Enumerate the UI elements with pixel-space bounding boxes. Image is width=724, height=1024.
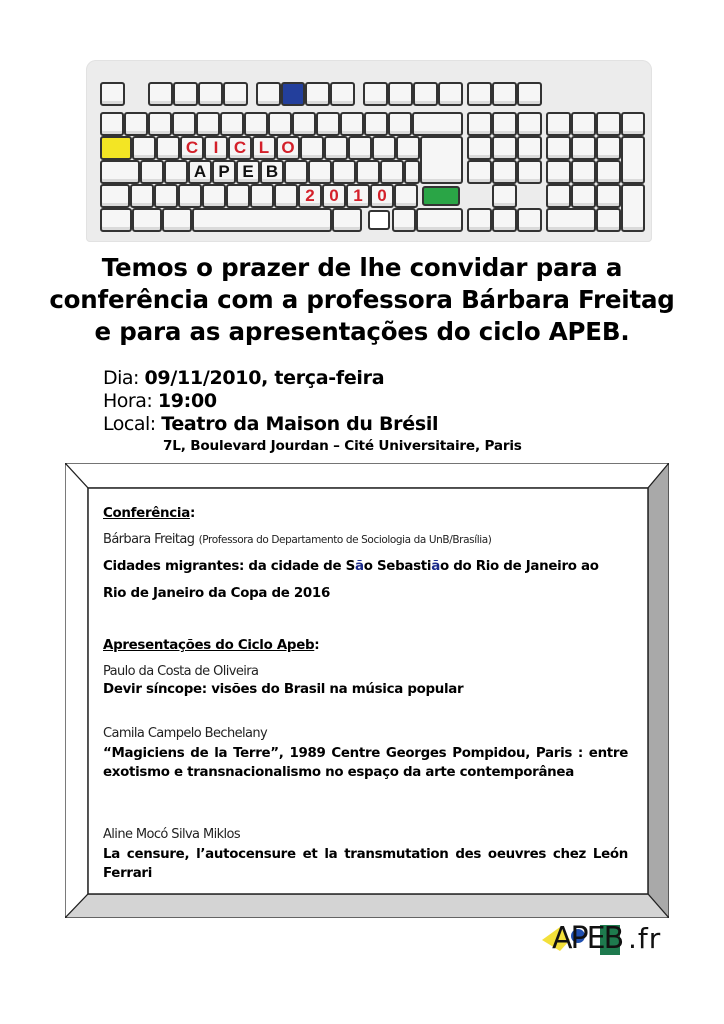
event-place — [103, 413, 438, 436]
key — [100, 112, 124, 136]
key — [223, 82, 248, 106]
apeb-key-p: P — [212, 160, 236, 184]
key — [596, 136, 621, 160]
key — [332, 208, 362, 232]
ciclo-key-i: I — [204, 136, 228, 160]
key — [467, 82, 492, 106]
key — [388, 112, 412, 136]
year-key-0: 0 — [322, 184, 346, 208]
key — [492, 112, 517, 136]
key — [124, 112, 148, 136]
year-key-2: 2 — [298, 184, 322, 208]
key — [621, 136, 645, 184]
key — [546, 184, 571, 208]
key — [372, 136, 396, 160]
key — [571, 112, 596, 136]
presentation-item — [103, 664, 628, 697]
key — [256, 82, 281, 106]
conference-talk-title-line2: Rio de Janeiro da Copa de 2016 — [103, 586, 330, 601]
conference-speaker: Bárbara Freitag — [103, 532, 195, 547]
event-details — [103, 367, 438, 436]
key — [416, 208, 463, 232]
key — [100, 208, 132, 232]
key — [517, 160, 542, 184]
presentations-heading: Apresentações do Ciclo Apeb: — [103, 638, 320, 653]
ciclo-key-c1: C — [180, 136, 204, 160]
key — [308, 160, 332, 184]
presentation-item — [103, 726, 628, 782]
key — [517, 112, 542, 136]
key — [305, 82, 330, 106]
presentation-title: La censure, l’autocensure et la transmutation des oeuvres chez León Ferrari — [103, 847, 628, 881]
key — [340, 112, 364, 136]
key — [621, 184, 645, 232]
key — [364, 112, 388, 136]
key — [132, 208, 162, 232]
key — [546, 136, 571, 160]
invitation-headline — [0, 252, 724, 348]
key — [300, 136, 324, 160]
conference-speaker-line — [103, 532, 491, 547]
keyboard-illustration — [86, 60, 652, 242]
apeb-key-e: E — [236, 160, 260, 184]
key — [571, 136, 596, 160]
key — [226, 184, 250, 208]
key — [392, 208, 416, 232]
key — [140, 160, 164, 184]
key — [202, 184, 226, 208]
key — [154, 184, 178, 208]
ciclo-key-o: O — [276, 136, 300, 160]
key — [571, 160, 596, 184]
key — [156, 136, 180, 160]
key — [173, 82, 198, 106]
enter-key — [420, 136, 463, 184]
key — [467, 208, 492, 232]
time-label: Hora: — [103, 390, 158, 412]
key — [413, 82, 438, 106]
key — [467, 160, 492, 184]
headline-line-3: e para as apresentações do ciclo APEB. — [94, 317, 630, 346]
presentation-speaker: Paulo da Costa de Oliveira — [103, 664, 259, 679]
year-key-1: 1 — [346, 184, 370, 208]
key — [162, 208, 192, 232]
key — [324, 136, 348, 160]
key — [172, 112, 196, 136]
key — [148, 112, 172, 136]
event-date — [103, 367, 438, 390]
key — [198, 82, 223, 106]
key — [596, 208, 621, 232]
key — [596, 112, 621, 136]
conference-heading: Conferência: — [103, 506, 196, 521]
key — [100, 160, 140, 184]
apeb-logo — [540, 918, 670, 960]
place-label: Local: — [103, 413, 162, 435]
key — [274, 184, 298, 208]
key — [546, 160, 571, 184]
conference-speaker-note: (Professora do Departamento de Sociologia da UnB/Brasília) — [198, 534, 492, 546]
key — [394, 184, 418, 208]
key — [220, 112, 244, 136]
key — [412, 112, 463, 136]
key — [517, 136, 542, 160]
headline-line-2: conferência com a professora Bárbara Freitag — [49, 285, 675, 314]
apeb-key-a: A — [188, 160, 212, 184]
key — [438, 82, 463, 106]
key — [292, 112, 316, 136]
key — [517, 82, 542, 106]
white-key — [368, 210, 390, 230]
yellow-key — [100, 136, 132, 160]
key — [492, 160, 517, 184]
event-address: 7L, Boulevard Jourdan – Cité Universitaire, Paris — [163, 438, 522, 454]
key — [517, 208, 542, 232]
key — [332, 160, 356, 184]
key — [100, 184, 130, 208]
key — [380, 160, 404, 184]
key — [621, 112, 645, 136]
key — [467, 112, 492, 136]
key — [404, 160, 420, 184]
key — [596, 160, 621, 184]
key — [467, 136, 492, 160]
key — [250, 184, 274, 208]
key — [356, 160, 380, 184]
key — [396, 136, 420, 160]
presentation-item — [103, 827, 628, 883]
key — [546, 112, 571, 136]
key — [596, 184, 621, 208]
presentation-speaker: Camila Campelo Bechelany — [103, 726, 268, 741]
key — [130, 184, 154, 208]
presentation-title: “Magiciens de la Terre”, 1989 Centre Georges Pompidou, Paris : entre exotismo e transnacionalismo no espaço da arte contemporânea — [103, 746, 628, 780]
key — [348, 136, 372, 160]
key — [492, 184, 517, 208]
presentation-title: Devir síncope: visões do Brasil na música popular — [103, 682, 464, 697]
presentation-speaker: Aline Mocó Silva Miklos — [103, 827, 241, 842]
key — [330, 82, 355, 106]
key — [492, 136, 517, 160]
apeb-key-b: B — [260, 160, 284, 184]
key — [363, 82, 388, 106]
ciclo-key-l: L — [252, 136, 276, 160]
place-value: Teatro da Maison du Brésil — [161, 413, 439, 435]
key — [132, 136, 156, 160]
ciclo-key-c2: C — [228, 136, 252, 160]
key — [571, 184, 596, 208]
date-label: Dia: — [103, 367, 145, 389]
key — [546, 208, 596, 232]
key — [316, 112, 340, 136]
conference-talk-title: Cidades migrantes: da cidade de São Sebastião do Rio de Janeiro ao — [103, 559, 599, 574]
year-key-0b: 0 — [370, 184, 394, 208]
key — [148, 82, 173, 106]
key — [284, 160, 308, 184]
key — [196, 112, 220, 136]
logo-suffix: .fr — [628, 922, 662, 955]
blue-key — [281, 82, 305, 106]
key — [164, 160, 188, 184]
spacebar-key — [192, 208, 332, 232]
key — [244, 112, 268, 136]
key — [388, 82, 413, 106]
key — [268, 112, 292, 136]
date-value: 09/11/2010, terça-feira — [144, 367, 385, 389]
key — [178, 184, 202, 208]
time-value: 19:00 — [157, 390, 217, 412]
green-key — [422, 186, 460, 206]
event-time — [103, 390, 438, 413]
key — [492, 82, 517, 106]
key — [100, 82, 125, 106]
logo-text: APEB — [552, 921, 623, 956]
headline-line-1: Temos o prazer de lhe convidar para a — [101, 253, 623, 282]
key — [492, 208, 517, 232]
